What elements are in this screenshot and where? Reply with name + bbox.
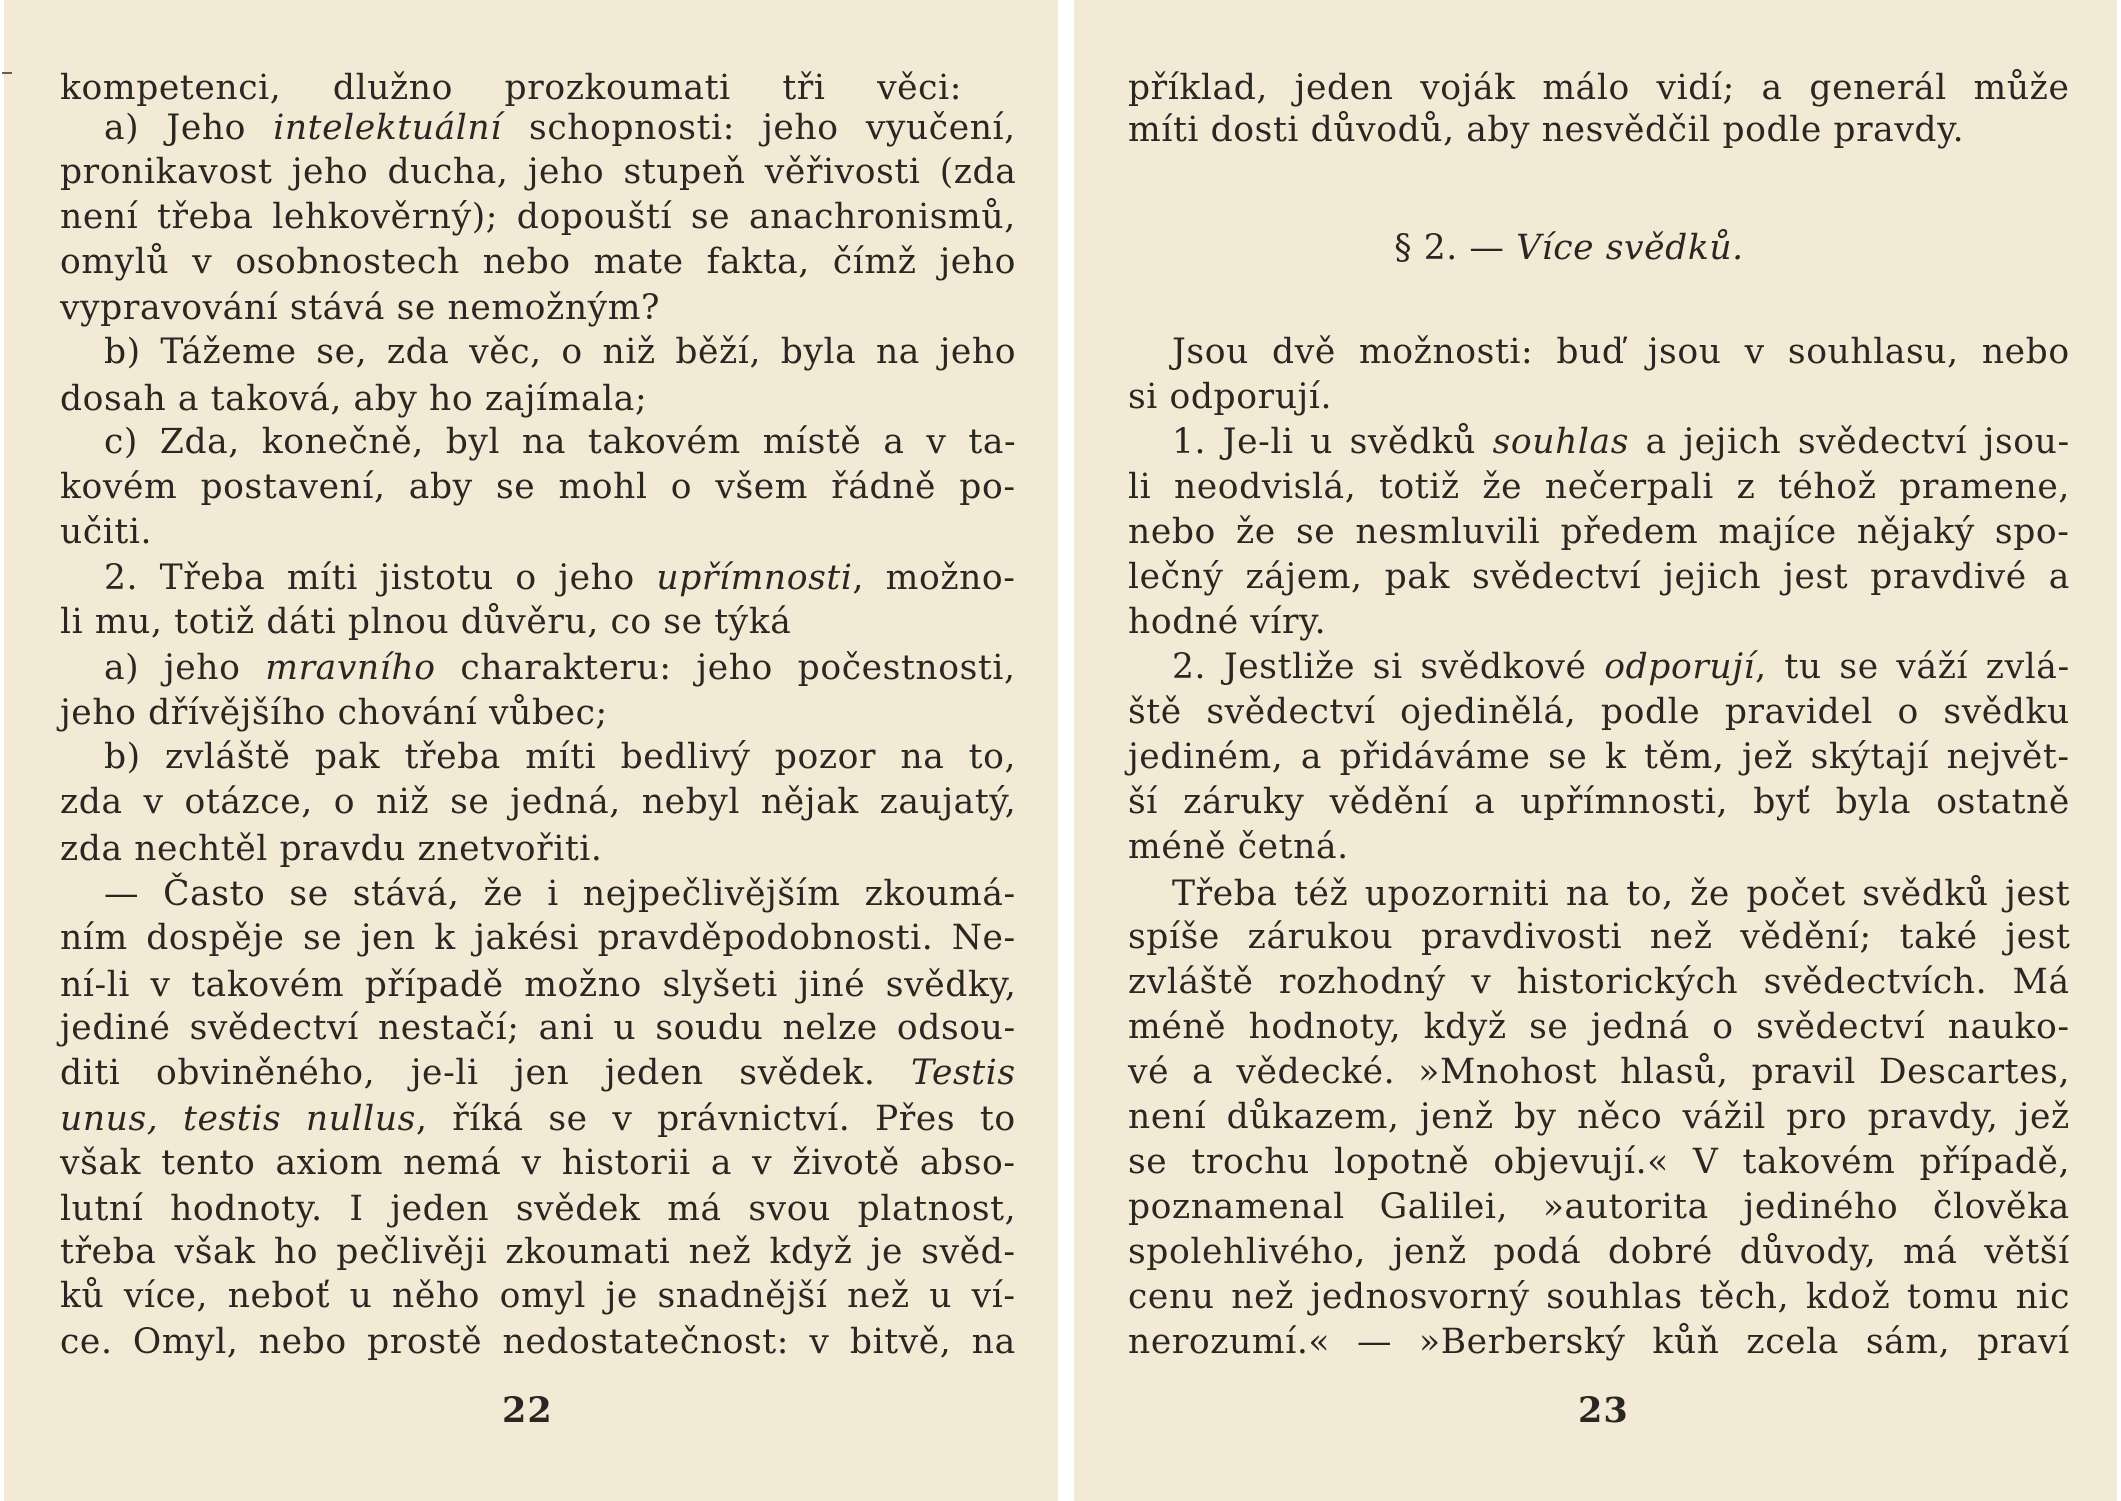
text-line: ště svědectví ojedinělá, podle pravidel o svědku [1128, 692, 2070, 732]
text-line: b) Tážeme se, zda věc, o niž běží, byla na jeho [104, 332, 1017, 372]
text-line: ků více, neboť u něho omyl je snadnější než u ví- [60, 1276, 1016, 1316]
text-line: zvláště rozhodný v historických svědectvích. Má [1128, 962, 2070, 1002]
text-line: méně četná. [1128, 827, 1349, 867]
text-line: třeba však ho pečlivěji zkoumati než když je svěd- [60, 1232, 1016, 1272]
text-line: kompetenci, dlužno prozkoumati tři věci: [60, 68, 962, 108]
text-line: jediné svědectví nestačí; ani u soudu nelze odsou- [60, 1008, 1016, 1048]
text-line: ní-li v takovém případě možno slyšeti jiné svědky, [60, 965, 1017, 1005]
text-line: jediném, a přidáváme se k těm, jež skýtají největ- [1128, 737, 2070, 777]
text-line: diti obviněného, je-li jen jeden svědek. Testis [60, 1053, 1016, 1093]
text-line: a) jeho mravního charakteru: jeho počestnosti, [104, 648, 1016, 688]
text-line: li neodvislá, totiž že nečerpali z téhož pramene, [1128, 467, 2070, 507]
text-line: není důkazem, jenž by něco vážil pro pravdy, jež [1128, 1097, 2070, 1137]
text-line: si odporují. [1128, 377, 1333, 417]
left-page [4, 0, 1058, 1501]
text-line: unus, testis nullus, říká se v právnictví. Přes to [60, 1099, 1016, 1139]
text-line: se trochu lopotně objevují.« V takovém případě, [1128, 1142, 2071, 1182]
text-line: ce. Omyl, nebo prostě nedostatečnost: v bitvě, na [60, 1322, 1016, 1362]
text-line: a) Jeho intelektuální schopnosti: jeho vyučení, [104, 108, 1016, 148]
text-line: b) zvláště pak třeba míti bedlivý pozor na to, [104, 737, 1017, 777]
text-line: vé a vědecké. »Mnohost hlasů, pravil Descartes, [1128, 1052, 2071, 1092]
text-line: příklad, jeden voják málo vidí; a generál může [1128, 68, 2070, 108]
page-number-left: 22 [502, 1390, 553, 1431]
right-page [1074, 0, 2117, 1501]
text-line: kovém postavení, aby se mohl o všem řádně po- [60, 467, 1016, 507]
text-line: 2. Třeba míti jistotu o jeho upřímnosti, možno- [104, 558, 1016, 598]
text-line: 1. Je-li u svědků souhlas a jejich svědectví jsou- [1172, 422, 2070, 462]
text-line: zda nechtěl pravdu znetvořiti. [60, 829, 603, 869]
text-line: jeho dřívějšího chování vůbec; [60, 693, 608, 733]
text-line: není třeba lehkověrný); dopouští se anachronismů, [60, 197, 1016, 237]
text-line: vypravování stává se nemožným? [60, 288, 661, 328]
text-line: nerozumí.« — »Berberský kůň zcela sám, praví [1128, 1322, 2070, 1362]
text-line: Třeba též upozorniti na to, že počet svědků jest [1172, 874, 2071, 914]
page-number-right: 23 [1578, 1390, 1629, 1431]
text-line: — Často se stává, že i nejpečlivějším zkoumá- [104, 874, 1016, 914]
text-line: však tento axiom nemá v historii a v životě abso- [60, 1143, 1016, 1183]
text-line: méně hodnoty, když se jedná o svědectví nauko- [1128, 1007, 2070, 1047]
text-line: li mu, totiž dáti plnou důvěru, co se týká [60, 602, 792, 642]
text-line: 2. Jestliže si svědkové odporují, tu se váží zvlá- [1172, 647, 2070, 687]
text-line: lutní hodnoty. I jeden svědek má svou platnost, [60, 1189, 1017, 1229]
text-line: hodné víry. [1128, 602, 1327, 642]
text-line: učiti. [60, 512, 153, 552]
text-line: Jsou dvě možnosti: buď jsou v souhlasu, nebo [1172, 332, 2070, 372]
text-line: zda v otázce, o niž se jedná, nebyl nějak zaujatý, [60, 782, 1017, 822]
text-line: dosah a taková, aby ho zajímala; [60, 379, 648, 419]
text-line: cenu než jednosvorný souhlas těch, kdož tomu nic [1128, 1277, 2070, 1317]
text-line: spolehlivého, jenž podá dobré důvody, má větší [1128, 1232, 2070, 1272]
text-line: omylů v osobnostech nebo mate fakta, čímž jeho [60, 242, 1016, 282]
text-line: ním dospěje se jen k jakési pravděpodobnosti. Ne- [60, 918, 1016, 958]
text-line: pronikavost jeho ducha, jeho stupeň věřivosti (zda [60, 152, 1017, 192]
text-line: poznamenal Galilei, »autorita jediného člověka [1128, 1187, 2070, 1227]
text-line: ší záruky vědění a upřímnosti, byť byla ostatně [1128, 782, 2070, 822]
text-line: § 2. — Více svědků. [1394, 228, 1744, 268]
text-line: spíše zárukou pravdivosti než vědění; také jest [1128, 917, 2071, 957]
text-line: lečný zájem, pak svědectví jejich jest pravdivé a [1128, 557, 2070, 597]
text-line: nebo že se nesmluvili předem majíce nějaký spo- [1128, 512, 2070, 552]
text-line: c) Zda, konečně, byl na takovém místě a v ta- [104, 422, 1017, 462]
margin-mark [2, 72, 12, 74]
text-line: míti dosti důvodů, aby nesvědčil podle pravdy. [1128, 110, 1965, 150]
